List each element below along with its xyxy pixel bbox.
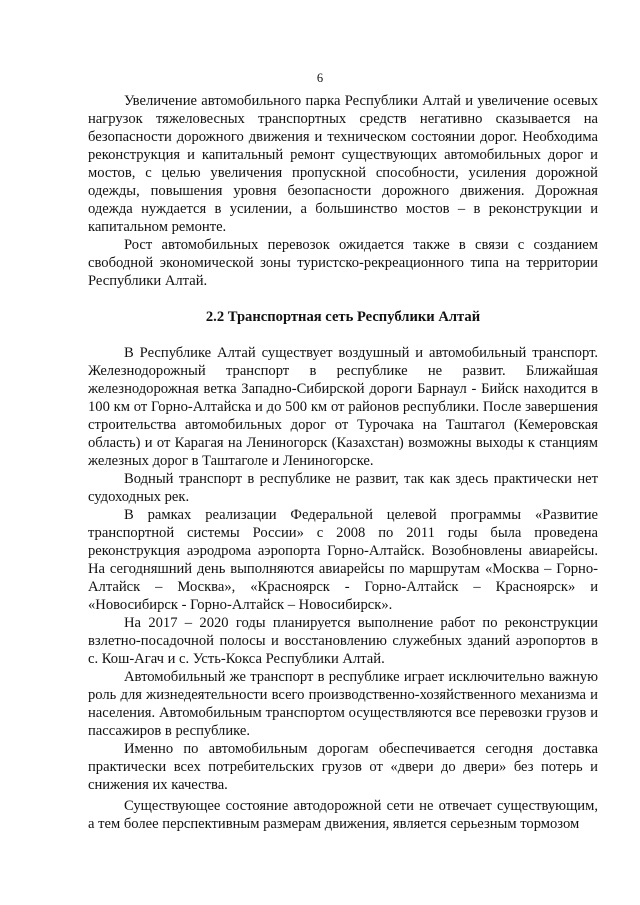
- paragraph-delivery: Именно по автомобильным дорогам обеспечивается сегодня доставка практически всех потребительских грузов от «двери до двери» без потерь и снижения их качества.: [88, 741, 598, 793]
- page-content: [88, 92, 598, 833]
- paragraph-road-transport-role: Автомобильный же транспорт в республике играет исключительно важную роль для жизнедеятельности всего производственно-хозяйственного механизма и населения. Автомобильным транспортом осуществляются все перевозки грузов и пассажиров в республике.: [88, 669, 598, 739]
- paragraph-water-transport: Водный транспорт в республике не развит, так как здесь практически нет судоходных рек.: [88, 471, 598, 505]
- paragraph-traffic-growth: Рост автомобильных перевозок ожидается также в связи с созданием свободной экономической зоны туристско-рекреационного типа на территории Республики Алтай.: [88, 237, 598, 289]
- paragraph-network-state: Существующее состояние автодорожной сети не отвечает существующим, а тем более перспективным размерам движения, является серьезным тормозом: [88, 798, 598, 832]
- paragraph-airport-plans: На 2017 – 2020 годы планируется выполнение работ по реконструкции взлетно-посадочной полосы и восстановлению служебных зданий аэропортов в с. Кош-Агач и с. Усть-Кокса Республики Алтай.: [88, 615, 598, 667]
- section-heading: 2.2 Транспортная сеть Республики Алтай: [205, 309, 481, 325]
- paragraph-road-condition: Увеличение автомобильного парка Республики Алтай и увеличение осевых нагрузок тяжеловесных транспортных средств негативно сказывается на безопасности дорожного движения и техническом состоянии дорог. Необходима реконструкция и капитальный ремонт существующих автомобильных дорог и мостов, с целью увеличения пропускной способности, усиления дорожной одежды, повышения уровня безопасности дорожного движения. Дорожная одежда нуждается в усилении, а большинство мостов – в реконструкции и капитальном ремонте.: [88, 93, 598, 235]
- paragraph-transport-types: В Республике Алтай существует воздушный и автомобильный транспорт. Железнодорожный транспорт в республике не развит. Ближайшая железнодорожная ветка Западно-Сибирской дороги Барнаул - Бийск находится в 100 км от Горно-Алтайска и до 500 км от районов республики. После завершения строительства автомобильных дорог от Турочака на Таштагол (Кемеровская область) и от Карагая на Лениногорск (Казахстан) возможны выходы к станциям железных дорог в Таштаголе и Лениногорске.: [88, 345, 598, 469]
- paragraph-air-program: В рамках реализации Федеральной целевой программы «Развитие транспортной системы России» с 2008 по 2011 годы была проведена реконструкция аэродрома аэропорта Горно-Алтайск. Возобновлены авиарейсы. На сегодняшний день выполняются авиарейсы по маршрутам «Москва – Горно-Алтайск – Москва», «Красноярск - Горно-Алтайск – Красноярск» и «Новосибирск - Горно-Алтайск – Новосибирск».: [88, 507, 598, 613]
- page-number: 6: [316, 71, 324, 85]
